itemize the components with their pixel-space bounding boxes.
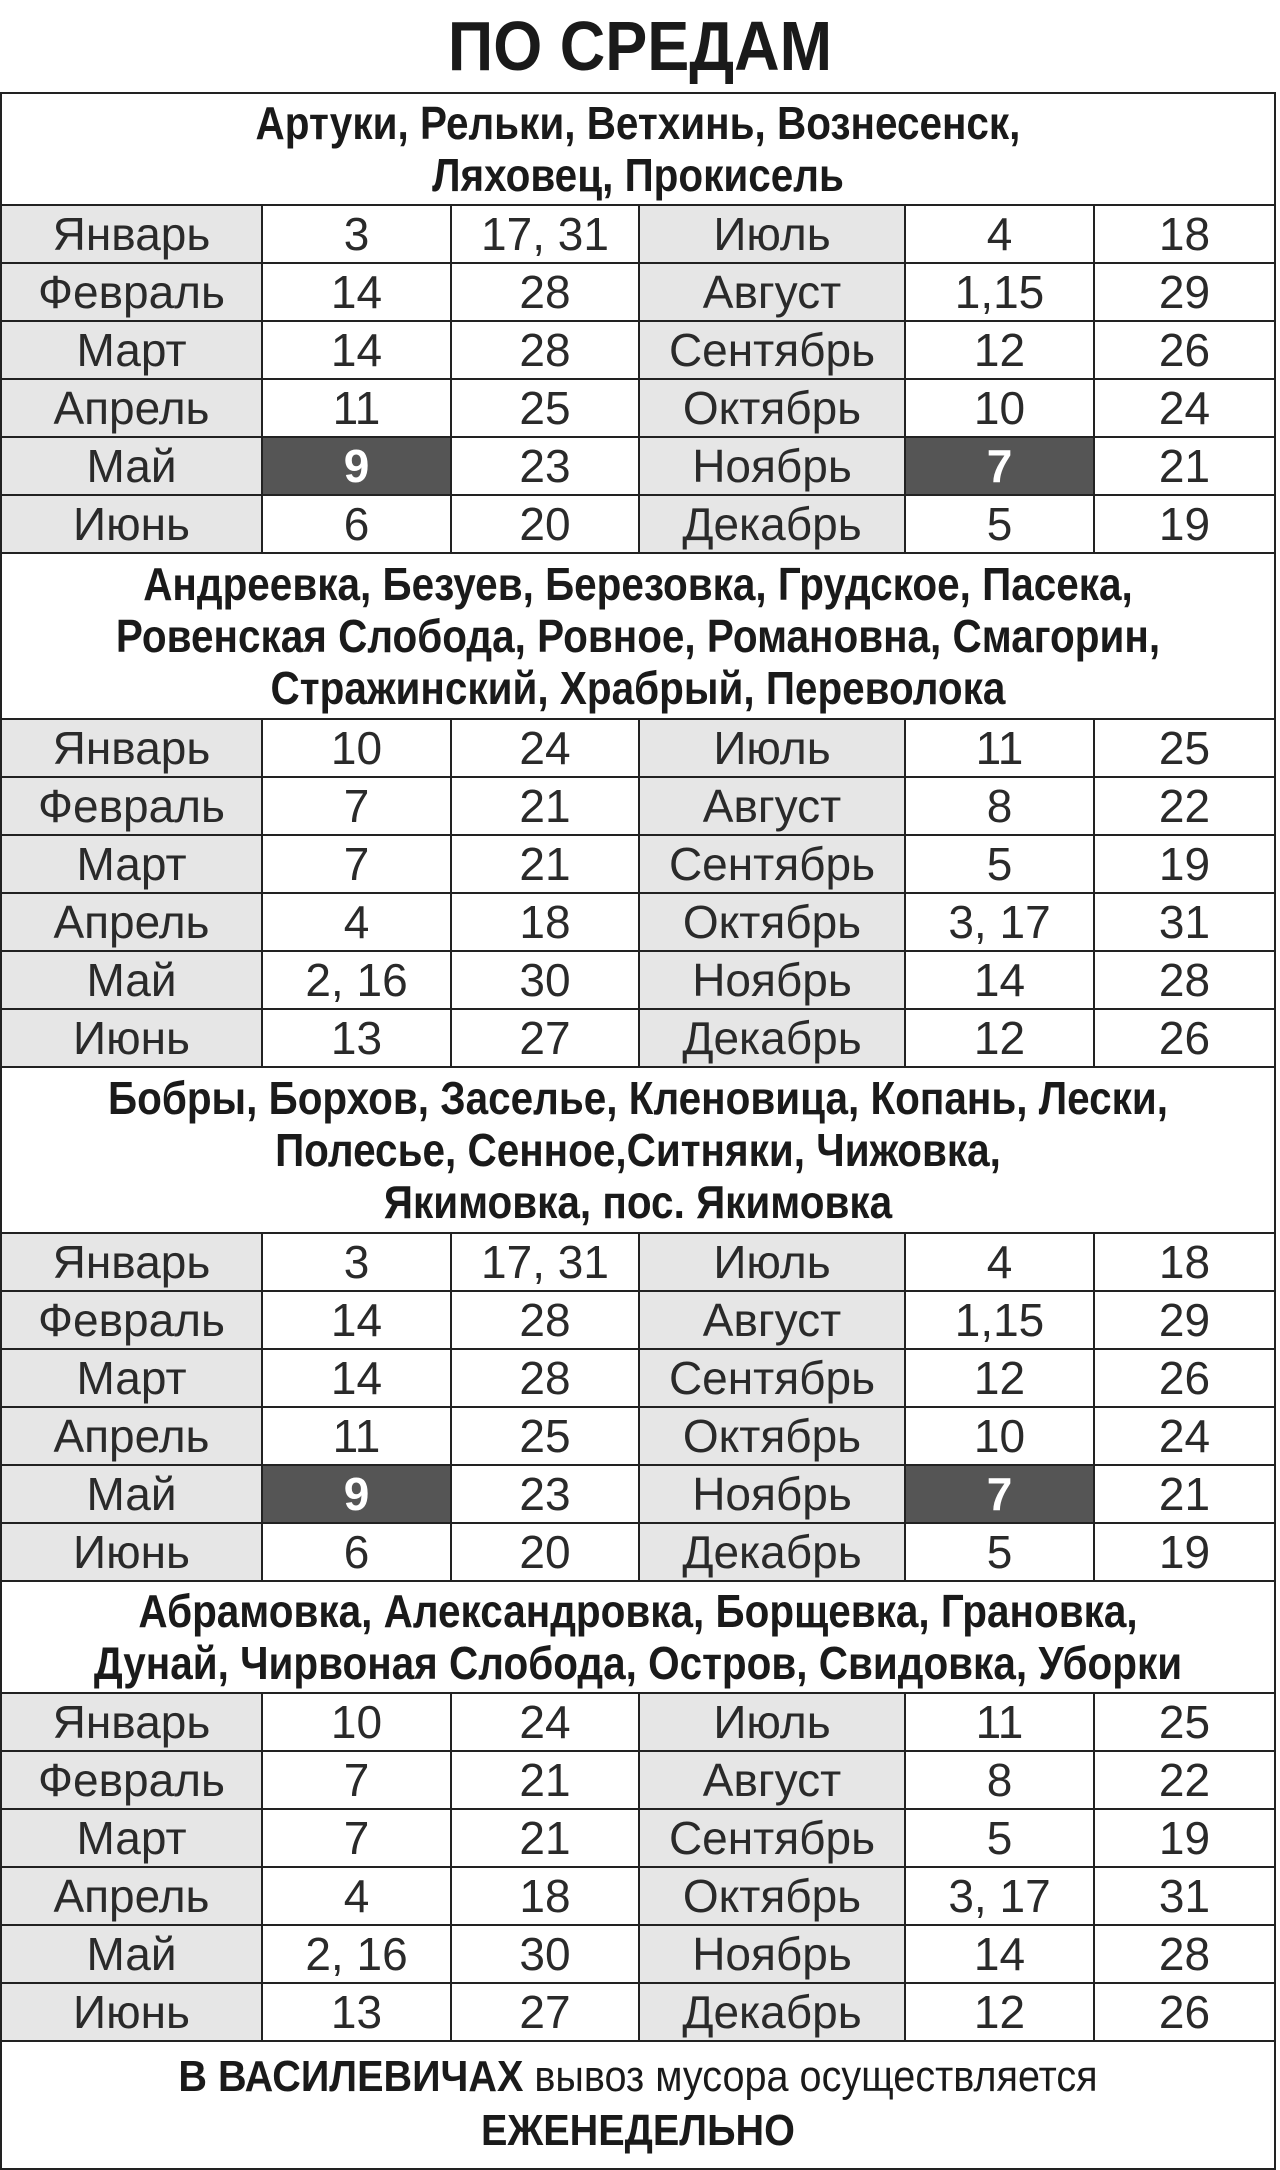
- table-row: [2, 322, 1274, 380]
- table-row: [2, 952, 1274, 1010]
- month-cell: Декабрь: [640, 1984, 906, 2040]
- month-cell: Июнь: [2, 1984, 263, 2040]
- date-cell: 26: [1158, 1352, 1211, 1404]
- date-cell: 3, 17: [906, 894, 1095, 950]
- month-cell: Июль: [640, 206, 906, 262]
- date-cell: 27: [452, 1010, 640, 1066]
- date-cell: 5: [906, 1810, 1095, 1866]
- month-cell: Январь: [2, 720, 263, 776]
- date-cell: 21: [452, 1752, 640, 1808]
- date-cell: 6: [263, 1524, 452, 1580]
- month-cell: Сентябрь: [640, 322, 906, 378]
- footer-city: В ВАСИЛЕВИЧАХ: [178, 2052, 524, 2101]
- date-cell: 27: [452, 1984, 640, 2040]
- table-row: [2, 1408, 1274, 1466]
- month-cell: Февраль: [2, 778, 263, 834]
- section-rows: [2, 720, 1274, 1068]
- date-cell: 3: [263, 1234, 452, 1290]
- month-cell: Декабрь: [640, 1524, 906, 1580]
- date-cell: 2, 16: [263, 952, 452, 1008]
- month-cell: Апрель: [2, 894, 263, 950]
- date-cell: 20: [452, 496, 640, 552]
- date-cell: 7: [263, 778, 452, 834]
- date-cell: 30: [452, 952, 640, 1008]
- date-cell: 21: [1158, 1468, 1211, 1520]
- month-cell: Ноябрь: [640, 952, 906, 1008]
- date-cell: 14: [906, 1926, 1095, 1982]
- date-cell: 4: [263, 1868, 452, 1924]
- date-cell: 28: [452, 1350, 640, 1406]
- table-row: [2, 1234, 1274, 1292]
- date-cell: 19: [1158, 1812, 1211, 1864]
- month-cell: Ноябрь: [640, 438, 906, 494]
- date-cell: 28: [452, 264, 640, 320]
- month-cell: Декабрь: [640, 496, 906, 552]
- date-cell: 18: [452, 894, 640, 950]
- date-cell: 1,15: [906, 1292, 1095, 1348]
- date-cell: 4: [906, 1234, 1095, 1290]
- date-cell: 22: [1158, 1754, 1211, 1806]
- month-cell: Февраль: [2, 1752, 263, 1808]
- month-cell: Март: [2, 1350, 263, 1406]
- month-cell: Ноябрь: [640, 1926, 906, 1982]
- date-cell: 5: [906, 1524, 1095, 1580]
- date-cell: 2, 16: [263, 1926, 452, 1982]
- date-cell: 12: [906, 1010, 1095, 1066]
- date-cell: 25: [1158, 1696, 1211, 1748]
- month-cell: Август: [640, 1752, 906, 1808]
- month-cell: Октябрь: [640, 380, 906, 436]
- date-cell: 17, 31: [452, 206, 640, 262]
- date-cell: 19: [1158, 838, 1211, 890]
- month-cell: Январь: [2, 206, 263, 262]
- date-cell: 21: [452, 1810, 640, 1866]
- villages-line: Полесье, Сенное,Ситняки, Чижовка,: [275, 1124, 1001, 1176]
- section-villages-header: [2, 94, 1274, 206]
- section-rows: [2, 206, 1274, 554]
- month-cell: Июль: [640, 720, 906, 776]
- date-cell: 9: [263, 1466, 452, 1522]
- date-cell: 28: [452, 322, 640, 378]
- table-row: [2, 206, 1274, 264]
- date-cell: 14: [263, 322, 452, 378]
- date-cell: 29: [1158, 1294, 1211, 1346]
- date-cell: 14: [263, 1350, 452, 1406]
- date-cell: 24: [452, 720, 640, 776]
- table-row: [2, 1810, 1274, 1868]
- date-cell: 18: [452, 1868, 640, 1924]
- footer-note: [2, 2042, 1274, 2168]
- date-cell: 21: [452, 836, 640, 892]
- month-cell: Сентябрь: [640, 836, 906, 892]
- date-cell: 20: [452, 1524, 640, 1580]
- table-row: [2, 380, 1274, 438]
- date-cell: 14: [263, 1292, 452, 1348]
- date-cell: 26: [1158, 1986, 1211, 2038]
- villages-line: Дунай, Чирвоная Слобода, Остров, Свидовка, Уборки: [93, 1637, 1183, 1689]
- date-cell: 19: [1158, 498, 1211, 550]
- date-cell: 24: [1158, 382, 1211, 434]
- date-cell: 7: [906, 438, 1095, 494]
- date-cell: 11: [906, 1694, 1095, 1750]
- footer-line-1: [66, 2050, 1211, 2104]
- date-cell: 26: [1158, 1012, 1211, 1064]
- date-cell: 26: [1158, 324, 1211, 376]
- date-cell: 13: [263, 1010, 452, 1066]
- date-cell: 24: [452, 1694, 640, 1750]
- date-cell: 5: [906, 496, 1095, 552]
- villages-line: Абрамовка, Александровка, Борщевка, Грановка,: [138, 1585, 1138, 1637]
- date-cell: 7: [263, 1752, 452, 1808]
- date-cell: 11: [906, 720, 1095, 776]
- month-cell: Февраль: [2, 264, 263, 320]
- date-cell: 24: [1158, 1410, 1211, 1462]
- date-cell: 14: [906, 952, 1095, 1008]
- date-cell: 23: [452, 1466, 640, 1522]
- date-cell: 25: [452, 380, 640, 436]
- table-row: [2, 778, 1274, 836]
- month-cell: Август: [640, 778, 906, 834]
- table-row: [2, 438, 1274, 496]
- table-row: [2, 1752, 1274, 1810]
- month-cell: Август: [640, 1292, 906, 1348]
- date-cell: 5: [906, 836, 1095, 892]
- page-title: ПО СРЕДАМ: [447, 7, 833, 85]
- date-cell: 12: [906, 322, 1095, 378]
- month-cell: Март: [2, 836, 263, 892]
- section-rows: [2, 1234, 1274, 1582]
- section-villages-header: [2, 554, 1274, 720]
- section-rows: [2, 1694, 1274, 2042]
- month-cell: Февраль: [2, 1292, 263, 1348]
- table-row: [2, 1868, 1274, 1926]
- month-cell: Январь: [2, 1694, 263, 1750]
- date-cell: 22: [1158, 780, 1211, 832]
- date-cell: 29: [1158, 266, 1211, 318]
- date-cell: 30: [452, 1926, 640, 1982]
- date-cell: 10: [263, 1694, 452, 1750]
- month-cell: Июнь: [2, 496, 263, 552]
- date-cell: 25: [1158, 722, 1211, 774]
- date-cell: 12: [906, 1984, 1095, 2040]
- schedule-table: [0, 92, 1276, 2170]
- table-row: [2, 264, 1274, 322]
- date-cell: 4: [906, 206, 1095, 262]
- date-cell: 10: [906, 1408, 1095, 1464]
- month-cell: Март: [2, 1810, 263, 1866]
- table-row: [2, 1524, 1274, 1582]
- date-cell: 11: [263, 380, 452, 436]
- table-row: [2, 836, 1274, 894]
- villages-line: Ровенская Слобода, Ровное, Романовна, Смагорин,: [115, 610, 1161, 662]
- table-row: [2, 496, 1274, 554]
- month-cell: Май: [2, 438, 263, 494]
- villages-line: Андреевка, Безуев, Березовка, Грудское, Пасека,: [143, 558, 1133, 610]
- section-villages-header: [2, 1068, 1274, 1234]
- date-cell: 21: [1158, 440, 1211, 492]
- date-cell: 8: [906, 1752, 1095, 1808]
- table-row: [2, 1350, 1274, 1408]
- date-cell: 23: [452, 438, 640, 494]
- table-row: [2, 1694, 1274, 1752]
- date-cell: 7: [906, 1466, 1095, 1522]
- date-cell: 18: [1158, 208, 1211, 260]
- month-cell: Июль: [640, 1694, 906, 1750]
- footer-text: вывоз мусора осуществляется: [523, 2052, 1098, 2101]
- month-cell: Октябрь: [640, 1868, 906, 1924]
- month-cell: Ноябрь: [640, 1466, 906, 1522]
- date-cell: 13: [263, 1984, 452, 2040]
- date-cell: 31: [1158, 1870, 1211, 1922]
- month-cell: Июнь: [2, 1524, 263, 1580]
- date-cell: 7: [263, 1810, 452, 1866]
- date-cell: 21: [452, 778, 640, 834]
- date-cell: 25: [452, 1408, 640, 1464]
- month-cell: Октябрь: [640, 1408, 906, 1464]
- date-cell: 9: [263, 438, 452, 494]
- date-cell: 7: [263, 836, 452, 892]
- month-cell: Апрель: [2, 1408, 263, 1464]
- table-row: [2, 1292, 1274, 1350]
- villages-line: Артуки, Рельки, Ветхинь, Вознесенск,: [255, 97, 1021, 149]
- date-cell: 12: [906, 1350, 1095, 1406]
- date-cell: 28: [1158, 1928, 1211, 1980]
- date-cell: 14: [263, 264, 452, 320]
- month-cell: Март: [2, 322, 263, 378]
- month-cell: Декабрь: [640, 1010, 906, 1066]
- date-cell: 6: [263, 496, 452, 552]
- date-cell: 3, 17: [906, 1868, 1095, 1924]
- date-cell: 10: [263, 720, 452, 776]
- month-cell: Август: [640, 264, 906, 320]
- month-cell: Май: [2, 952, 263, 1008]
- villages-line: Якимовка, пос. Якимовка: [383, 1176, 893, 1228]
- date-cell: 17, 31: [452, 1234, 640, 1290]
- table-row: [2, 1984, 1274, 2042]
- villages-line: Ляховец, Прокисель: [432, 149, 844, 201]
- table-row: [2, 1466, 1274, 1524]
- month-cell: Октябрь: [640, 894, 906, 950]
- month-cell: Май: [2, 1466, 263, 1522]
- date-cell: 4: [263, 894, 452, 950]
- month-cell: Май: [2, 1926, 263, 1982]
- date-cell: 28: [452, 1292, 640, 1348]
- villages-line: Стражинский, Храбрый, Переволока: [270, 662, 1006, 714]
- date-cell: 3: [263, 206, 452, 262]
- table-row: [2, 720, 1274, 778]
- month-cell: Сентябрь: [640, 1810, 906, 1866]
- date-cell: 11: [263, 1408, 452, 1464]
- villages-line: Бобры, Борхов, Заселье, Кленовица, Копань, Лески,: [107, 1072, 1168, 1124]
- date-cell: 19: [1158, 1526, 1211, 1578]
- month-cell: Сентябрь: [640, 1350, 906, 1406]
- date-cell: 1,15: [906, 264, 1095, 320]
- month-cell: Апрель: [2, 1868, 263, 1924]
- date-cell: 18: [1158, 1236, 1211, 1288]
- date-cell: 10: [906, 380, 1095, 436]
- date-cell: 28: [1158, 954, 1211, 1006]
- month-cell: Июнь: [2, 1010, 263, 1066]
- date-cell: 8: [906, 778, 1095, 834]
- month-cell: Январь: [2, 1234, 263, 1290]
- month-cell: Июль: [640, 1234, 906, 1290]
- footer-weekly: ЕЖЕНЕДЕЛЬНО: [481, 2106, 795, 2155]
- date-cell: 31: [1158, 896, 1211, 948]
- section-villages-header: [2, 1582, 1274, 1694]
- month-cell: Апрель: [2, 380, 263, 436]
- table-row: [2, 894, 1274, 952]
- table-row: [2, 1926, 1274, 1984]
- table-row: [2, 1010, 1274, 1068]
